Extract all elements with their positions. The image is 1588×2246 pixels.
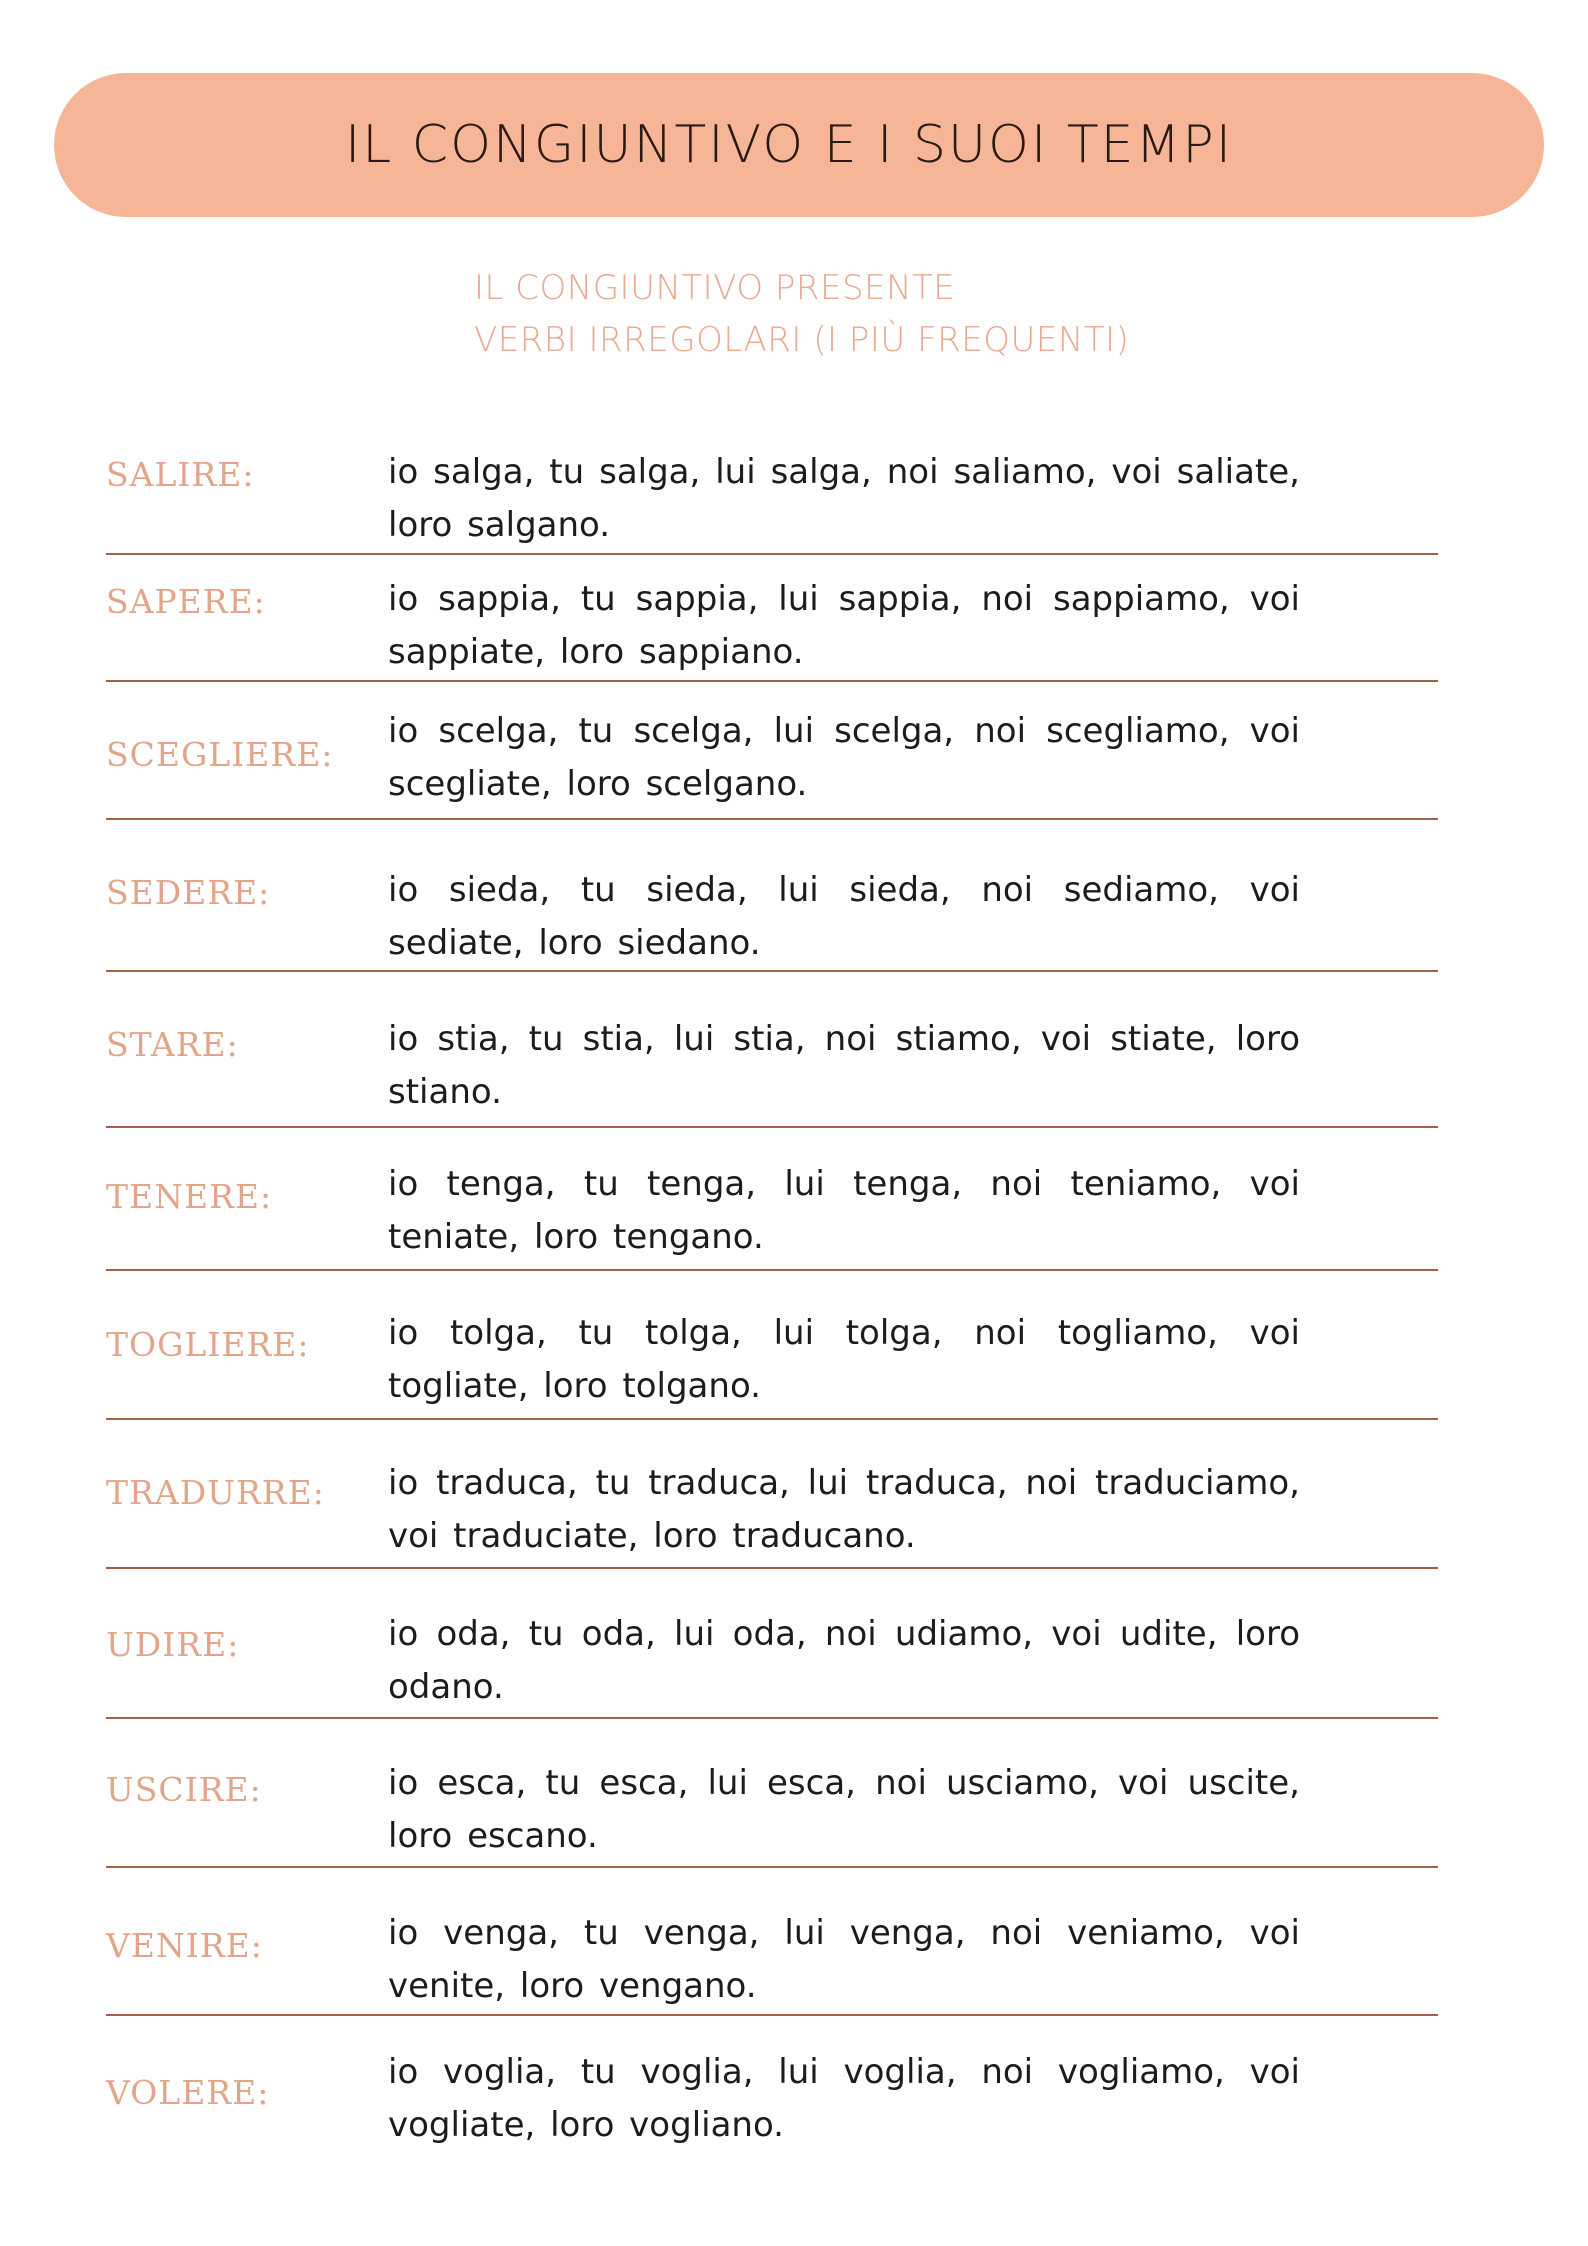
row-divider: [106, 1567, 1438, 1569]
verb-conjugation: io esca, tu esca, lui esca, noi usciamo, voi uscite, loro escano.: [388, 1763, 1300, 1856]
verb-conjugation: io tolga, tu tolga, lui tolga, noi togliamo, voi togliate, loro tolgano.: [388, 1313, 1300, 1406]
row-divider: [106, 1126, 1438, 1128]
verb-name: STARE:: [106, 1025, 239, 1064]
row-divider: [106, 680, 1438, 682]
verb-conjugation: io scelga, tu scelga, lui scelga, noi scegliamo, voi scegliate, loro scelgano.: [388, 711, 1300, 804]
subtitle-line-2: VERBI IRREGOLARI (I PIÙ FREQUENTI): [474, 320, 1130, 360]
verb-conjugation: io venga, tu venga, lui venga, noi veniamo, voi venite, loro vengano.: [388, 1913, 1300, 2006]
verb-conjugation: io oda, tu oda, lui oda, noi udiamo, voi udite, loro odano.: [388, 1614, 1300, 1707]
verb-conjugation: io salga, tu salga, lui salga, noi saliamo, voi saliate, loro salgano.: [388, 452, 1300, 545]
verb-conjugation: io tenga, tu tenga, lui tenga, noi teniamo, voi teniate, loro tengano.: [388, 1164, 1300, 1257]
verb-conjugation: io stia, tu stia, lui stia, noi stiamo, voi stiate, loro stiano.: [388, 1019, 1300, 1112]
verb-name: TRADURRE:: [106, 1473, 325, 1512]
row-divider: [106, 1717, 1438, 1719]
verb-name: SEDERE:: [106, 873, 271, 912]
subtitle-line-1: IL CONGIUNTIVO PRESENTE: [474, 268, 956, 308]
row-divider: [106, 1866, 1438, 1868]
page-title: IL CONGIUNTIVO E I SUOI TEMPI: [344, 115, 1234, 175]
verb-conjugation: io sieda, tu sieda, lui sieda, noi sediamo, voi sediate, loro siedano.: [388, 870, 1300, 963]
verb-name: USCIRE:: [106, 1770, 262, 1809]
row-divider: [106, 818, 1438, 820]
verb-name: SALIRE:: [106, 455, 255, 494]
verb-conjugation: io sappia, tu sappia, lui sappia, noi sappiamo, voi sappiate, loro sappiano.: [388, 579, 1300, 672]
row-divider: [106, 1418, 1438, 1420]
row-divider: [106, 553, 1438, 555]
verb-name: SCEGLIERE:: [106, 735, 334, 774]
verb-name: VENIRE:: [106, 1926, 263, 1965]
verb-name: SAPERE:: [106, 582, 266, 621]
verb-conjugation: io traduca, tu traduca, lui traduca, noi traduciamo, voi traduciate, loro traducano.: [388, 1463, 1300, 1556]
row-divider: [106, 1269, 1438, 1271]
verb-name: TOGLIERE:: [106, 1325, 310, 1364]
verb-name: TENERE:: [106, 1177, 273, 1216]
verb-name: VOLERE:: [106, 2073, 270, 2112]
row-divider: [106, 2014, 1438, 2016]
verb-name: UDIRE:: [106, 1625, 240, 1664]
row-divider: [106, 970, 1438, 972]
verb-conjugation: io voglia, tu voglia, lui voglia, noi vogliamo, voi vogliate, loro vogliano.: [388, 2052, 1300, 2145]
